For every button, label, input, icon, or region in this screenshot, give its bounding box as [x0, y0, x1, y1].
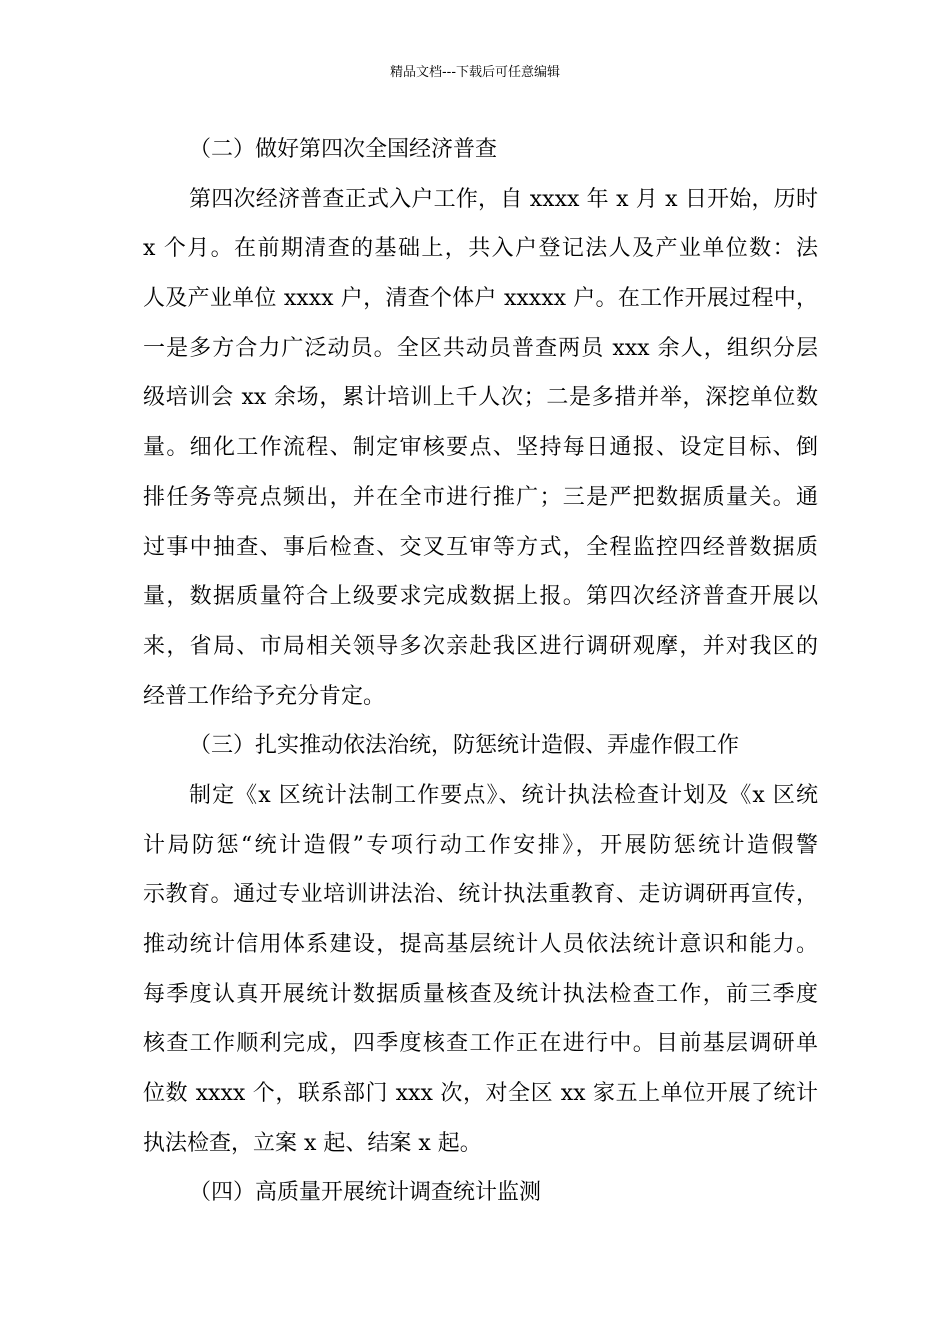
paragraph-line: 第四次经济普查正式入户工作，自 xxxx 年 x 月 x 日开始，历时 — [189, 186, 818, 212]
paragraph-line: 计局防惩“统计造假”专项行动工作安排》，开展防惩统计造假警 — [143, 832, 818, 858]
paragraph-line: 示教育。通过专业培训讲法治、统计执法重教育、走访调研再宣传， — [143, 882, 818, 908]
paragraph-line: 核查工作顺利完成，四季度核查工作正在进行中。目前基层调研单 — [143, 1031, 818, 1057]
page-header: 精品文档---下载后可任意编辑 — [389, 65, 561, 80]
paragraph-line: 级培训会 xx 余场，累计培训上千人次；二是多措并举，深挖单位数 — [143, 385, 818, 411]
paragraph-line: 过事中抽查、事后检查、交叉互审等方式，全程监控四经普数据质 — [143, 534, 818, 560]
paragraph-line: 推动统计信用体系建设，提高基层统计人员依法统计意识和能力。 — [143, 932, 818, 957]
paragraph-line: 排任务等亮点频出，并在全市进行推广；三是严把数据质量关。通 — [143, 484, 818, 510]
paragraph-line: 量。细化工作流程、制定审核要点、坚持每日通报、设定目标、倒 — [143, 435, 818, 461]
paragraph-line: x 个月。在前期清查的基础上，共入户登记法人及产业单位数：法 — [143, 236, 818, 262]
paragraph-line: 每季度认真开展统计数据质量核查及统计执法检查工作，前三季度 — [143, 981, 818, 1007]
paragraph-line: 来，省局、市局相关领导多次亲赴我区进行调研观摩，并对我区的 — [143, 633, 818, 659]
section-heading-3: （三）扎实推动依法治统，防惩统计造假、弄虚作假工作 — [189, 733, 740, 759]
section-heading-2: （二）做好第四次全国经济普查 — [189, 137, 498, 162]
paragraph-line: 位数 xxxx 个，联系部门 xxx 次，对全区 xx 家五上单位开展了统计 — [143, 1081, 818, 1107]
document-body — [143, 133, 818, 1226]
paragraph-line: 经普工作给予充分肯定。 — [143, 683, 386, 709]
paragraph-line: 执法检查，立案 x 起、结案 x 起。 — [143, 1130, 482, 1156]
section-heading-4: （四）高质量开展统计调查统计监测 — [189, 1180, 542, 1206]
paragraph-line: 量，数据质量符合上级要求完成数据上报。第四次经济普查开展以 — [143, 584, 818, 610]
paragraph-line: 一是多方合力广泛动员。全区共动员普查两员 xxx 余人，组织分层 — [143, 335, 818, 361]
paragraph-line: 制定《x 区统计法制工作要点》、统计执法检查计划及《x 区统 — [189, 782, 818, 808]
paragraph-line: 人及产业单位 xxxx 户，清查个体户 xxxxx 户。在工作开展过程中， — [143, 286, 818, 312]
